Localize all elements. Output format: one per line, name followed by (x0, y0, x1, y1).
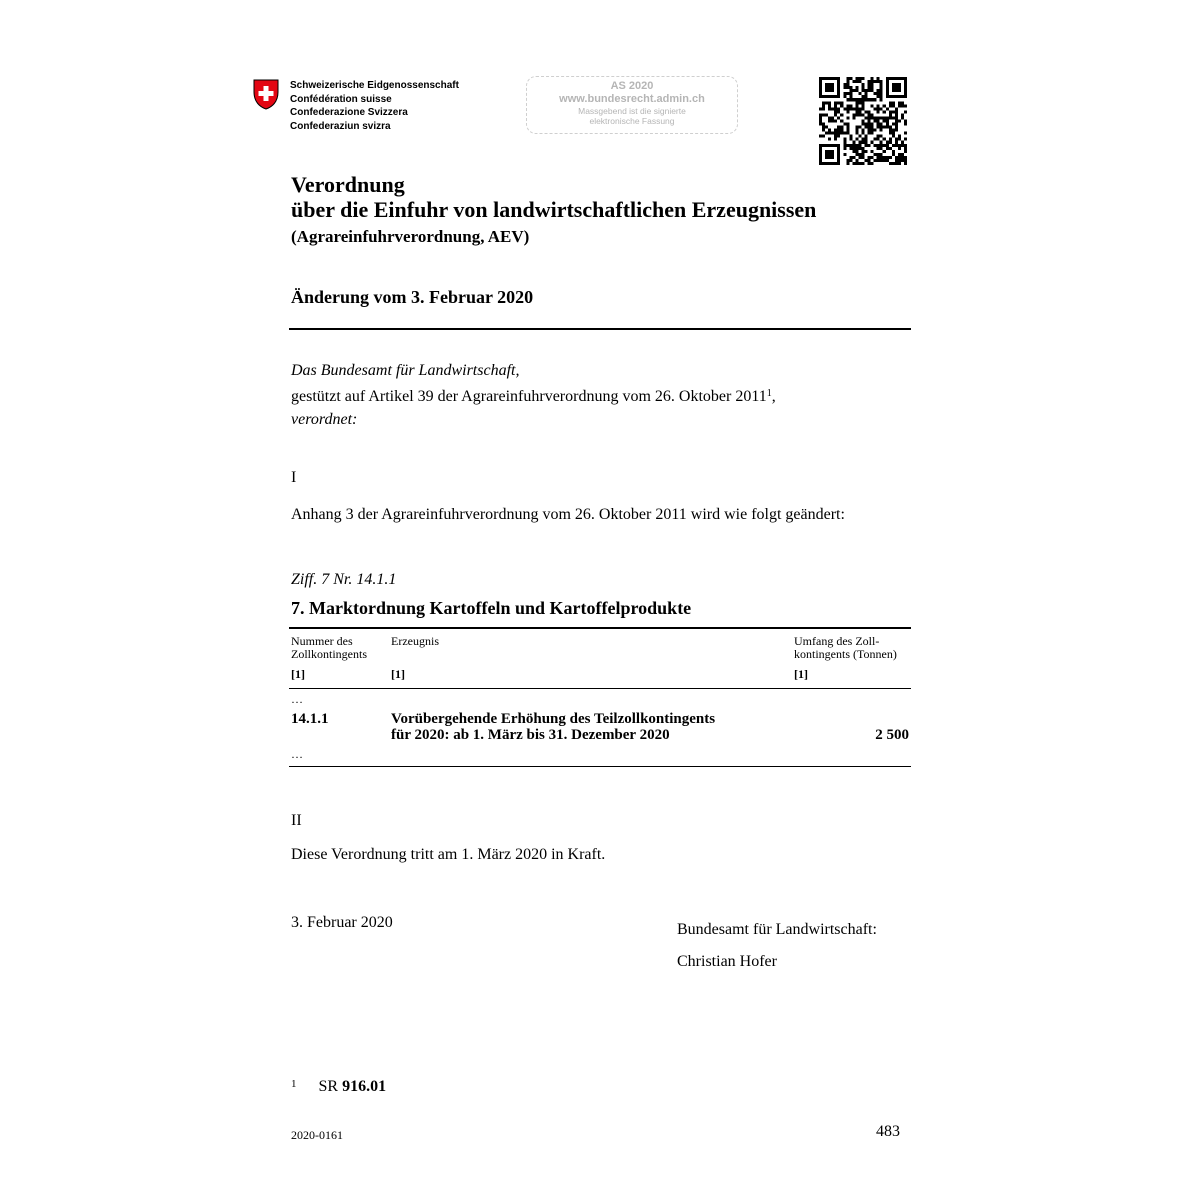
section-numeral-1: I (291, 469, 297, 486)
col-ref-3: [1] (794, 667, 808, 681)
confederation-rm: Confederaziun svizra (290, 120, 391, 132)
col-header-number: Nummer des Zollkontingents (291, 634, 367, 661)
table-ellipsis-bottom: … (291, 747, 303, 761)
document-number: 2020-0161 (291, 1128, 343, 1142)
preamble-basis (291, 382, 911, 408)
title-line3: (Agrareinfuhrverordnung, AEV) (291, 227, 530, 246)
stamp-line2: www.bundesrecht.admin.ch (559, 93, 705, 105)
ziffer-reference: Ziff. 7 Nr. 14.1.1 (291, 571, 397, 588)
table-row-value: 2 500 (875, 727, 909, 743)
confederation-it: Confederazione Svizzera (290, 107, 408, 118)
title-rule (289, 328, 911, 330)
table-header-rule (289, 688, 911, 689)
table-ellipsis-top: … (291, 692, 303, 706)
col-header-product: Erzeugnis (391, 634, 439, 648)
swiss-cross-icon (252, 78, 280, 110)
page-number: 483 (876, 1123, 900, 1140)
footnote (291, 1078, 386, 1096)
stamp-line4: elektronische Fassung (589, 116, 675, 126)
table-top-rule (289, 627, 911, 629)
signature-name: Christian Hofer (677, 953, 777, 970)
amendment-date: Änderung vom 3. Februar 2020 (291, 287, 534, 307)
footnote-sr-link[interactable]: 916.01 (342, 1078, 387, 1095)
signature-block (677, 914, 877, 978)
section-numeral-2: II (291, 812, 302, 829)
signature-date: 3. Februar 2020 (291, 914, 393, 931)
table-row-description (391, 711, 715, 743)
footnote-prefix: SR (318, 1078, 343, 1095)
preamble (291, 359, 911, 431)
section-heading: 7. Marktordnung Kartoffeln und Kartoffelprodukte (291, 598, 692, 618)
preamble-authority: Das Bundesamt für Landwirtschaft, (291, 362, 520, 379)
preamble-decree: verordnet: (291, 411, 358, 428)
stamp-line1: AS 2020 (610, 80, 654, 92)
section1-text: Anhang 3 der Agrareinfuhrverordnung vom 26. Oktober 2011 wird wie folgt geändert: (291, 506, 845, 523)
confederation-fr: Confédération suisse (290, 93, 392, 105)
stamp-line3: Massgebend ist die signierte (578, 106, 686, 116)
col-ref-1: [1] (291, 667, 305, 681)
footnote-number: 1 (291, 1078, 297, 1090)
row-desc-line1: Vorübergehende Erhöhung des Teilzollkontingents (391, 711, 716, 727)
confederation-de: Schweizerische Eidgenossenschaft (290, 80, 459, 91)
col-header-volume: Umfang des Zollkontingents (Tonnen) (794, 634, 897, 661)
title-line2: über die Einfuhr von landwirtschaftlichen Erzeugnissen (291, 197, 817, 222)
col-ref-2: [1] (391, 667, 405, 681)
table-bottom-rule (289, 766, 911, 767)
footnote-marker[interactable]: 1 (766, 388, 772, 399)
table-row-number: 14.1.1 (291, 711, 329, 727)
confederation-names (290, 79, 459, 133)
as-stamp (526, 76, 738, 134)
preamble-basis-end: , (771, 388, 776, 405)
row-desc-line2: für 2020: ab 1. März bis 31. Dezember 2020 (391, 727, 670, 743)
section2-text: Diese Verordnung tritt am 1. März 2020 in Kraft. (291, 846, 606, 863)
preamble-basis-text: gestützt auf Artikel 39 der Agrareinfuhrverordnung vom 26. Oktober 2011 (291, 388, 767, 405)
title-line1: Verordnung (291, 172, 405, 197)
document-title (291, 172, 816, 250)
qr-code-icon (818, 77, 908, 165)
signature-office: Bundesamt für Landwirtschaft: (677, 921, 877, 938)
